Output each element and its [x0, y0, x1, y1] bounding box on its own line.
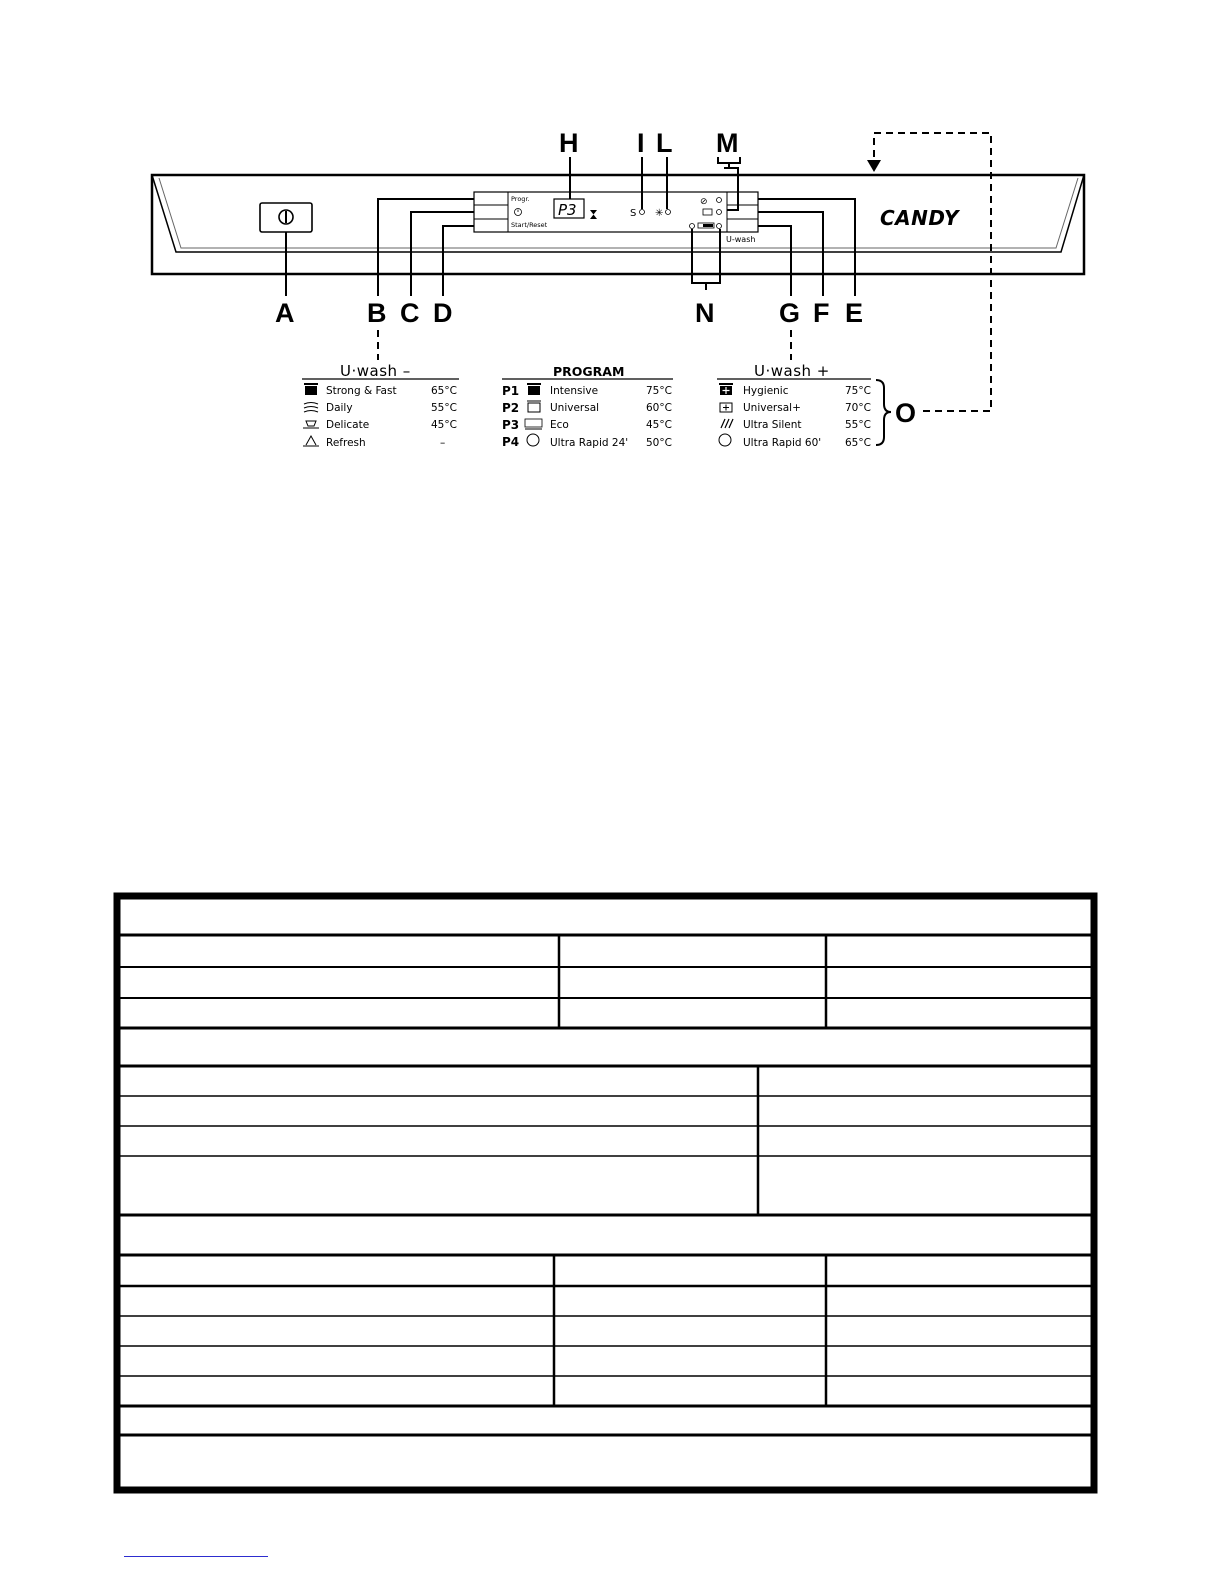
legend-row-name: Strong & Fast	[326, 385, 397, 397]
callout-A: A	[275, 298, 295, 328]
legend-row-temp: 45°C	[431, 419, 457, 431]
legend-row-temp: 65°C	[431, 385, 457, 397]
legend-row-temp: 55°C	[845, 419, 871, 431]
delay-icon	[515, 209, 522, 216]
salt-icon: S	[630, 208, 637, 219]
callout-H: H	[559, 128, 579, 158]
footer-link-underline[interactable]	[124, 1556, 268, 1557]
legend-row-temp: 50°C	[646, 437, 672, 449]
half-load-icon: ⊘	[700, 197, 708, 207]
callout-L: L	[656, 128, 673, 158]
legend-uwash-minus	[302, 362, 459, 449]
legend-program-code: P1	[502, 384, 520, 398]
legend-row-temp: 75°C	[646, 385, 672, 397]
legend-row-name: Ultra Rapid 24'	[550, 437, 629, 449]
legend-row-name: Universal	[550, 402, 600, 414]
universal-plus-icon	[720, 403, 732, 412]
legend-row-name: Daily	[326, 402, 353, 414]
legend-row-temp: 60°C	[646, 402, 672, 414]
legend-uwash-plus-title: U·wash +	[754, 362, 830, 380]
clock-60-icon	[719, 434, 731, 446]
legend-row-name: Hygienic	[743, 385, 789, 397]
legend-program	[502, 364, 673, 449]
callout-F: F	[813, 298, 830, 328]
callout-N: N	[695, 298, 715, 328]
legend-row-temp: 55°C	[431, 402, 457, 414]
arrow-down-icon	[867, 160, 881, 172]
control-panel-diagram	[0, 0, 1224, 470]
data-table	[0, 880, 1224, 1500]
legend-program-code: P3	[502, 418, 520, 432]
legend-program-code: P4	[502, 435, 520, 449]
silent-icon	[721, 419, 733, 428]
power-icon	[279, 210, 293, 224]
panel-label-uwash: U-wash	[726, 235, 756, 244]
legend-program-code: P2	[502, 401, 520, 415]
refresh-icon	[303, 436, 319, 446]
legend-uwash-minus-title: U·wash –	[340, 362, 411, 380]
callout-M: M	[716, 128, 739, 158]
callout-C: C	[400, 298, 420, 328]
callout-E: E	[845, 298, 864, 328]
waves-icon	[304, 403, 318, 413]
clock-24-icon	[527, 434, 539, 446]
legend-row-name: Intensive	[550, 385, 599, 397]
uwash-bar-indicator	[690, 223, 722, 229]
pot-icon	[304, 383, 318, 395]
legend-program-title: PROGRAM	[553, 364, 625, 379]
legend-row-name: Delicate	[326, 419, 370, 431]
legend-row-temp: 65°C	[845, 437, 871, 449]
legend-row-temp: 70°C	[845, 402, 871, 414]
display-value: P3	[558, 201, 577, 219]
callout-D: D	[433, 298, 453, 328]
legend-row-name: Ultra Rapid 60'	[743, 437, 822, 449]
tablet-icon	[703, 209, 712, 215]
legend-row-temp: –	[440, 437, 446, 449]
legend-row-name: Eco	[550, 419, 569, 431]
hourglass-icon	[590, 210, 597, 219]
cup-icon	[303, 421, 319, 428]
callout-G: G	[779, 298, 801, 328]
rinse-aid-indicator	[655, 208, 671, 219]
callout-I: I	[637, 128, 645, 158]
legend-row-temp: 75°C	[845, 385, 871, 397]
half-load-indicator	[700, 197, 722, 207]
tablet-indicator	[703, 209, 722, 215]
panel-label-start-reset: Start/Reset	[511, 221, 548, 229]
legend-uwash-plus	[717, 362, 871, 449]
legend-row-name: Refresh	[326, 437, 366, 449]
group-brace	[876, 380, 891, 445]
callout-O: O	[895, 398, 917, 428]
legend-row-temp: 45°C	[646, 419, 672, 431]
pot-filled-icon	[527, 383, 541, 395]
power-button[interactable]	[260, 203, 312, 232]
rinse-aid-icon: ✳	[655, 208, 664, 219]
brand-logo: CANDY	[880, 206, 959, 230]
salt-indicator	[630, 208, 645, 219]
pot-outline-icon	[527, 401, 541, 412]
eco-icon	[525, 419, 542, 429]
callout-B: B	[367, 298, 387, 328]
hygienic-icon	[719, 383, 733, 395]
legend-row-name: Universal+	[743, 402, 801, 414]
legend-row-name: Ultra Silent	[743, 419, 802, 431]
panel-label-progr: Progr.	[511, 195, 530, 203]
